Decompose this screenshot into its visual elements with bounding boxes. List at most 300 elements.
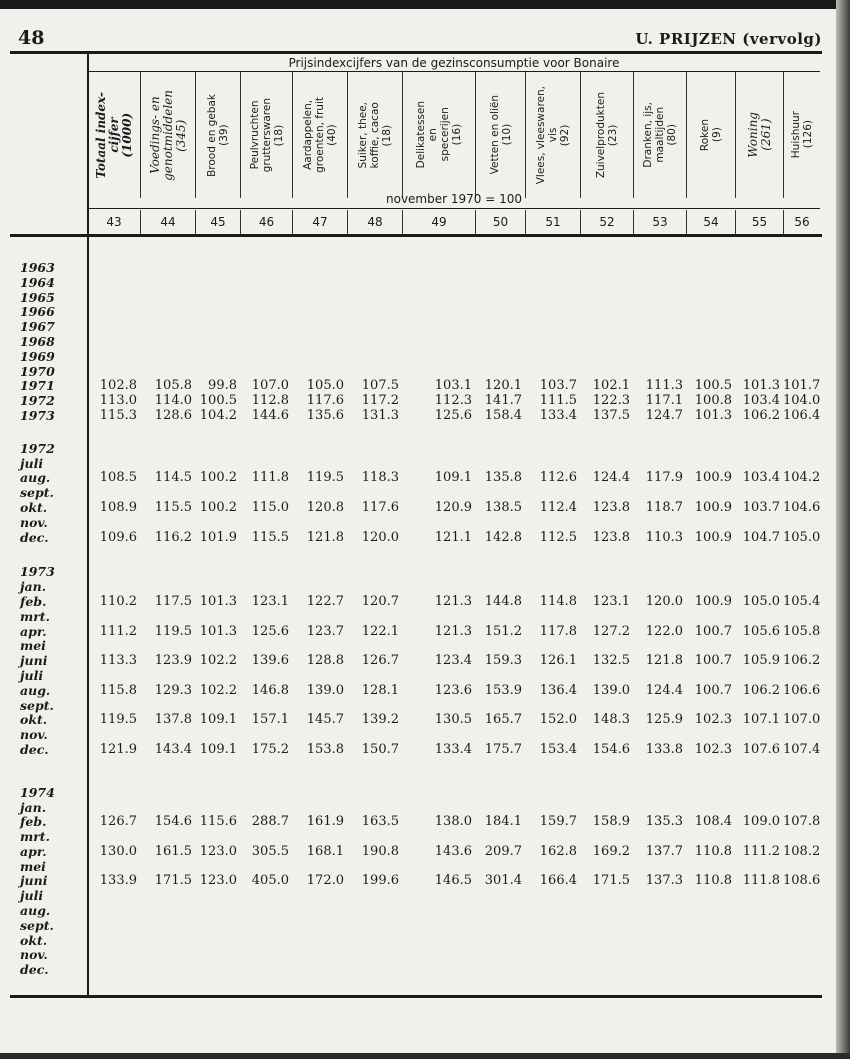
index-value: 135.3 xyxy=(645,814,683,830)
row-label: 1964 xyxy=(20,274,55,290)
column-header-line: Peulvruchten xyxy=(248,100,261,170)
table-row xyxy=(10,743,820,758)
row-label: juli xyxy=(20,888,44,904)
row-label: juli xyxy=(20,455,44,471)
index-value: 111.8 xyxy=(742,873,780,889)
column-number: 54 xyxy=(686,210,735,234)
table-row xyxy=(10,335,820,350)
column-header-line: maaltijden xyxy=(654,107,666,163)
table-row xyxy=(10,365,820,380)
row-label: 1973 xyxy=(20,407,55,423)
table-title: Prijsindexcijfers van de gezinsconsumptie voor Bonaire xyxy=(288,56,620,70)
column-header-line: cijfer xyxy=(106,117,121,153)
index-value: 101.9 xyxy=(199,529,237,545)
index-value: 120.7 xyxy=(361,593,399,609)
column-number: 49 xyxy=(402,210,475,234)
index-value: 123.4 xyxy=(434,653,472,669)
index-value: 109.6 xyxy=(99,529,137,545)
index-value: 107.5 xyxy=(361,378,399,394)
index-value: 154.6 xyxy=(154,814,192,830)
column-header-line: Roken xyxy=(699,118,711,152)
index-value: 123.0 xyxy=(199,843,237,859)
column-header-line: (18) xyxy=(381,124,393,146)
row-label: jan. xyxy=(20,799,47,815)
page-number: 48 xyxy=(18,27,45,49)
index-value: 141.7 xyxy=(484,393,522,409)
index-value: 105.0 xyxy=(783,529,821,545)
index-value: 128.6 xyxy=(154,407,192,423)
table-row xyxy=(10,531,820,546)
index-value: 110.8 xyxy=(694,843,732,859)
index-value: 168.1 xyxy=(306,843,344,859)
index-value: 123.1 xyxy=(592,593,630,609)
index-value: 130.0 xyxy=(99,843,137,859)
index-value: 143.4 xyxy=(154,741,192,757)
table-row xyxy=(10,860,820,875)
row-label: nov. xyxy=(20,514,48,530)
index-value: 103.4 xyxy=(742,470,780,486)
header-rule xyxy=(10,51,822,54)
index-value: 104.2 xyxy=(783,470,821,486)
column-header-line: Dranken, ijs, xyxy=(642,102,654,168)
index-value: 146.8 xyxy=(251,682,289,698)
column-number: 55 xyxy=(735,210,783,234)
index-value: 111.2 xyxy=(742,843,780,859)
row-label: 1971 xyxy=(20,378,55,394)
index-value: 165.7 xyxy=(484,712,522,728)
row-label: nov. xyxy=(20,947,48,963)
group-spacer xyxy=(10,424,820,442)
index-value: 117.8 xyxy=(539,623,577,639)
index-value: 108.5 xyxy=(99,470,137,486)
scan-top-edge xyxy=(0,0,850,9)
index-value: 107.1 xyxy=(742,712,780,728)
row-label: aug. xyxy=(20,470,51,486)
index-value: 145.7 xyxy=(306,712,344,728)
column-header-line: koffie, cacao xyxy=(369,101,381,169)
column-header xyxy=(580,72,633,198)
table-row xyxy=(10,379,820,394)
index-value: 163.5 xyxy=(361,814,399,830)
index-value: 131.3 xyxy=(361,407,399,423)
index-value: 116.2 xyxy=(154,529,192,545)
index-value: 112.3 xyxy=(434,393,472,409)
base-period: november 1970 = 100 xyxy=(386,192,522,206)
index-value: 105.0 xyxy=(742,593,780,609)
table-row xyxy=(10,610,820,625)
index-value: 129.3 xyxy=(154,682,192,698)
index-value: 124.4 xyxy=(645,682,683,698)
index-value: 108.9 xyxy=(99,499,137,515)
row-label: mrt. xyxy=(20,608,50,624)
column-header-line: Totaal index- xyxy=(93,91,108,179)
table-row xyxy=(10,501,820,516)
index-value: 107.0 xyxy=(251,378,289,394)
index-value: 109.1 xyxy=(434,470,472,486)
index-value: 113.3 xyxy=(99,653,137,669)
index-value: 115.5 xyxy=(154,499,192,515)
column-header xyxy=(140,72,195,198)
table-row xyxy=(10,639,820,654)
row-label: okt. xyxy=(20,499,48,515)
table-row xyxy=(10,350,820,365)
index-value: 115.5 xyxy=(251,529,289,545)
index-value: 288.7 xyxy=(251,814,289,830)
row-label: 1963 xyxy=(20,260,55,275)
index-value: 105.6 xyxy=(742,623,780,639)
table-row xyxy=(10,457,820,472)
index-value: 112.5 xyxy=(539,529,577,545)
index-value: 110.3 xyxy=(645,529,683,545)
index-value: 106.2 xyxy=(783,653,821,669)
column-header-line: Woning xyxy=(745,112,760,158)
group-spacer xyxy=(10,545,820,565)
table-row xyxy=(10,934,820,949)
index-value: 152.0 xyxy=(539,712,577,728)
index-value: 117.2 xyxy=(361,393,399,409)
index-value: 117.6 xyxy=(306,393,344,409)
index-value: 100.9 xyxy=(694,470,732,486)
row-label: dec. xyxy=(20,962,49,978)
table-row xyxy=(10,442,820,457)
column-header xyxy=(475,72,525,198)
index-value: 121.9 xyxy=(99,741,137,757)
table-row xyxy=(10,786,820,801)
index-value: 104.0 xyxy=(783,393,821,409)
row-label: 1967 xyxy=(20,319,55,335)
index-value: 159.7 xyxy=(539,814,577,830)
column-header-line: grutterswaren xyxy=(260,97,273,173)
column-header-line: (261) xyxy=(758,118,773,152)
table-row xyxy=(10,845,820,860)
column-header-line: Vlees, vleeswaren, xyxy=(535,85,547,185)
column-header-line: (23) xyxy=(607,124,619,146)
table-row xyxy=(10,713,820,728)
column-header xyxy=(735,72,783,198)
index-value: 123.9 xyxy=(154,653,192,669)
index-value: 126.7 xyxy=(99,814,137,830)
row-label: 1966 xyxy=(20,304,55,320)
index-value: 121.8 xyxy=(306,529,344,545)
row-label: mei xyxy=(20,638,46,654)
index-value: 117.1 xyxy=(645,393,683,409)
table-row xyxy=(10,669,820,684)
index-value: 166.4 xyxy=(539,873,577,889)
index-value: 128.1 xyxy=(361,682,399,698)
index-value: 100.8 xyxy=(694,393,732,409)
index-value: 135.8 xyxy=(484,470,522,486)
index-value: 109.1 xyxy=(199,712,237,728)
column-number: 45 xyxy=(195,210,240,234)
group-spacer xyxy=(10,758,820,786)
row-label: 1974 xyxy=(20,784,55,800)
index-value: 105.0 xyxy=(306,378,344,394)
index-value: 122.0 xyxy=(645,623,683,639)
index-value: 119.5 xyxy=(99,712,137,728)
table-row xyxy=(10,728,820,743)
column-number: 51 xyxy=(525,210,580,234)
column-header-line: (10) xyxy=(500,124,513,146)
index-value: 137.7 xyxy=(645,843,683,859)
row-label: feb. xyxy=(20,814,47,830)
column-header-line: Delikatessen xyxy=(415,101,427,169)
index-value: 126.7 xyxy=(361,653,399,669)
column-headers xyxy=(88,72,820,207)
scan-right-edge xyxy=(836,0,850,1059)
index-value: 137.5 xyxy=(592,407,630,423)
row-label: 1968 xyxy=(20,333,55,349)
index-value: 123.1 xyxy=(251,593,289,609)
index-value: 100.5 xyxy=(694,378,732,394)
index-value: 138.0 xyxy=(434,814,472,830)
row-label: juni xyxy=(20,873,48,889)
column-number: 50 xyxy=(475,210,525,234)
column-header-line: (16) xyxy=(451,124,463,146)
index-value: 107.8 xyxy=(783,814,821,830)
table-row xyxy=(10,291,820,306)
base-rule xyxy=(88,208,820,209)
table-row xyxy=(10,815,820,830)
row-label: 1969 xyxy=(20,348,55,364)
table-bottom-rule xyxy=(10,995,822,998)
index-value: 101.3 xyxy=(742,378,780,394)
index-value: 100.2 xyxy=(199,470,237,486)
index-value: 101.3 xyxy=(199,593,237,609)
column-number: 46 xyxy=(240,210,292,234)
column-header-line: Vetten en oliën xyxy=(488,95,501,175)
index-value: 114.8 xyxy=(539,593,577,609)
row-label: jan. xyxy=(20,579,47,595)
index-value: 139.6 xyxy=(251,653,289,669)
table-row xyxy=(10,654,820,669)
row-label: nov. xyxy=(20,727,48,743)
table-row xyxy=(10,830,820,845)
index-value: 108.2 xyxy=(783,843,821,859)
index-value: 121.8 xyxy=(645,653,683,669)
index-value: 113.0 xyxy=(99,393,137,409)
table-row xyxy=(10,580,820,595)
row-label: juli xyxy=(20,667,44,683)
index-value: 125.6 xyxy=(434,407,472,423)
index-value: 107.6 xyxy=(742,741,780,757)
column-header-line: Huishuur xyxy=(790,111,802,159)
table-row xyxy=(10,516,820,531)
column-header-line: specerijen xyxy=(439,107,451,163)
column-header-line: groenten, fruit xyxy=(314,97,326,173)
index-value: 115.6 xyxy=(199,814,237,830)
index-value: 106.4 xyxy=(783,407,821,423)
row-label: 1972 xyxy=(20,440,55,456)
index-value: 143.6 xyxy=(434,843,472,859)
index-value: 121.3 xyxy=(434,623,472,639)
column-number: 43 xyxy=(106,215,122,229)
index-value: 133.4 xyxy=(434,741,472,757)
index-value: 126.1 xyxy=(539,653,577,669)
row-label: aug. xyxy=(20,682,51,698)
index-value: 105.9 xyxy=(742,653,780,669)
index-value: 110.2 xyxy=(99,593,137,609)
index-value: 100.9 xyxy=(694,529,732,545)
row-label: 1970 xyxy=(20,363,55,379)
column-header-line: Voedings- en xyxy=(147,96,162,174)
section-title: U. PRIJZEN (vervolg) xyxy=(635,30,822,48)
index-value: 112.6 xyxy=(539,470,577,486)
index-value: 144.8 xyxy=(484,593,522,609)
row-label: apr. xyxy=(20,623,47,639)
index-value: 102.2 xyxy=(199,682,237,698)
row-label: sept. xyxy=(20,697,54,713)
index-value: 305.5 xyxy=(251,843,289,859)
table-row xyxy=(10,874,820,889)
index-value: 122.3 xyxy=(592,393,630,409)
table-row xyxy=(10,904,820,919)
index-value: 405.0 xyxy=(251,873,289,889)
column-header-line: (1000) xyxy=(119,112,134,158)
table-row xyxy=(10,595,820,610)
index-value: 139.0 xyxy=(306,682,344,698)
index-value: 175.2 xyxy=(251,741,289,757)
column-header-line: genotmiddelen xyxy=(160,89,175,181)
table-row xyxy=(10,276,820,291)
column-header xyxy=(633,72,686,198)
index-value: 158.9 xyxy=(592,814,630,830)
row-label: dec. xyxy=(20,741,49,757)
index-value: 139.0 xyxy=(592,682,630,698)
row-label: apr. xyxy=(20,843,47,859)
column-header-line: (126) xyxy=(802,120,814,150)
index-value: 100.2 xyxy=(199,499,237,515)
column-header xyxy=(783,72,820,198)
index-value: 171.5 xyxy=(154,873,192,889)
row-label: okt. xyxy=(20,712,48,728)
column-header xyxy=(525,72,580,198)
index-value: 100.7 xyxy=(694,682,732,698)
index-value: 159.3 xyxy=(484,653,522,669)
index-value: 123.6 xyxy=(434,682,472,698)
index-value: 133.8 xyxy=(645,741,683,757)
index-value: 137.8 xyxy=(154,712,192,728)
index-value: 172.0 xyxy=(306,873,344,889)
index-value: 100.7 xyxy=(694,653,732,669)
column-header xyxy=(240,72,292,198)
table-row xyxy=(10,261,820,276)
index-value: 102.1 xyxy=(592,378,630,394)
index-value: 101.3 xyxy=(199,623,237,639)
index-value: 118.7 xyxy=(645,499,683,515)
index-value: 123.8 xyxy=(592,499,630,515)
column-header-line: (18) xyxy=(272,124,285,146)
row-label: 1972 xyxy=(20,393,55,409)
column-header xyxy=(686,72,735,198)
index-value: 135.6 xyxy=(306,407,344,423)
index-value: 123.7 xyxy=(306,623,344,639)
index-value: 107.0 xyxy=(783,712,821,728)
table-row xyxy=(10,801,820,816)
column-number: 44 xyxy=(140,210,195,234)
index-value: 100.5 xyxy=(199,393,237,409)
index-value: 125.6 xyxy=(251,623,289,639)
index-value: 153.9 xyxy=(484,682,522,698)
index-value: 119.5 xyxy=(306,470,344,486)
index-value: 122.7 xyxy=(306,593,344,609)
row-label: feb. xyxy=(20,593,47,609)
index-value: 158.4 xyxy=(484,407,522,423)
table-row xyxy=(10,699,820,714)
table-row xyxy=(10,919,820,934)
index-value: 123.0 xyxy=(199,873,237,889)
index-value: 99.8 xyxy=(208,378,237,394)
row-label: okt. xyxy=(20,932,48,948)
index-value: 114.5 xyxy=(154,470,192,486)
column-header-line: (80) xyxy=(666,124,678,146)
index-value: 142.8 xyxy=(484,529,522,545)
index-value: 121.1 xyxy=(434,529,472,545)
column-header-line: Brood en gebak xyxy=(206,93,218,177)
index-value: 102.3 xyxy=(694,741,732,757)
row-label: aug. xyxy=(20,903,51,919)
index-value: 125.9 xyxy=(645,712,683,728)
table-body xyxy=(10,261,820,978)
table-row xyxy=(10,948,820,963)
row-label: 1965 xyxy=(20,289,55,305)
index-value: 105.8 xyxy=(154,378,192,394)
column-number: 56 xyxy=(783,210,820,234)
index-value: 138.5 xyxy=(484,499,522,515)
index-value: 105.8 xyxy=(783,623,821,639)
column-header-line: (39) xyxy=(218,124,230,146)
row-label: mei xyxy=(20,858,46,874)
column-header-line: Suiker, thee, xyxy=(357,101,369,169)
column-header-line: (92) xyxy=(559,124,571,146)
index-value: 109.0 xyxy=(742,814,780,830)
column-header-line: en xyxy=(427,128,439,142)
column-number: 47 xyxy=(292,210,347,234)
row-label: sept. xyxy=(20,485,54,501)
column-header xyxy=(402,72,475,198)
index-value: 112.4 xyxy=(539,499,577,515)
index-value: 157.1 xyxy=(251,712,289,728)
index-value: 128.8 xyxy=(306,653,344,669)
index-value: 148.3 xyxy=(592,712,630,728)
column-header xyxy=(292,72,347,198)
index-value: 102.2 xyxy=(199,653,237,669)
index-value: 123.8 xyxy=(592,529,630,545)
index-value: 111.8 xyxy=(251,470,289,486)
column-header-line: Aardappelen, xyxy=(302,100,314,171)
index-value: 111.5 xyxy=(539,393,577,409)
index-value: 130.5 xyxy=(434,712,472,728)
index-value: 104.7 xyxy=(742,529,780,545)
table-row xyxy=(10,305,820,320)
index-value: 161.5 xyxy=(154,843,192,859)
index-value: 120.9 xyxy=(434,499,472,515)
index-value: 115.3 xyxy=(99,407,137,423)
column-number: 53 xyxy=(633,210,686,234)
index-value: 146.5 xyxy=(434,873,472,889)
index-value: 124.7 xyxy=(645,407,683,423)
row-label: juni xyxy=(20,653,48,669)
index-value: 105.4 xyxy=(783,593,821,609)
index-value: 102.8 xyxy=(99,378,137,394)
column-number: 48 xyxy=(347,210,402,234)
index-value: 153.8 xyxy=(306,741,344,757)
index-value: 154.6 xyxy=(592,741,630,757)
index-value: 104.2 xyxy=(199,407,237,423)
index-value: 133.4 xyxy=(539,407,577,423)
index-value: 117.6 xyxy=(361,499,399,515)
index-value: 117.9 xyxy=(645,470,683,486)
index-value: 107.4 xyxy=(783,741,821,757)
